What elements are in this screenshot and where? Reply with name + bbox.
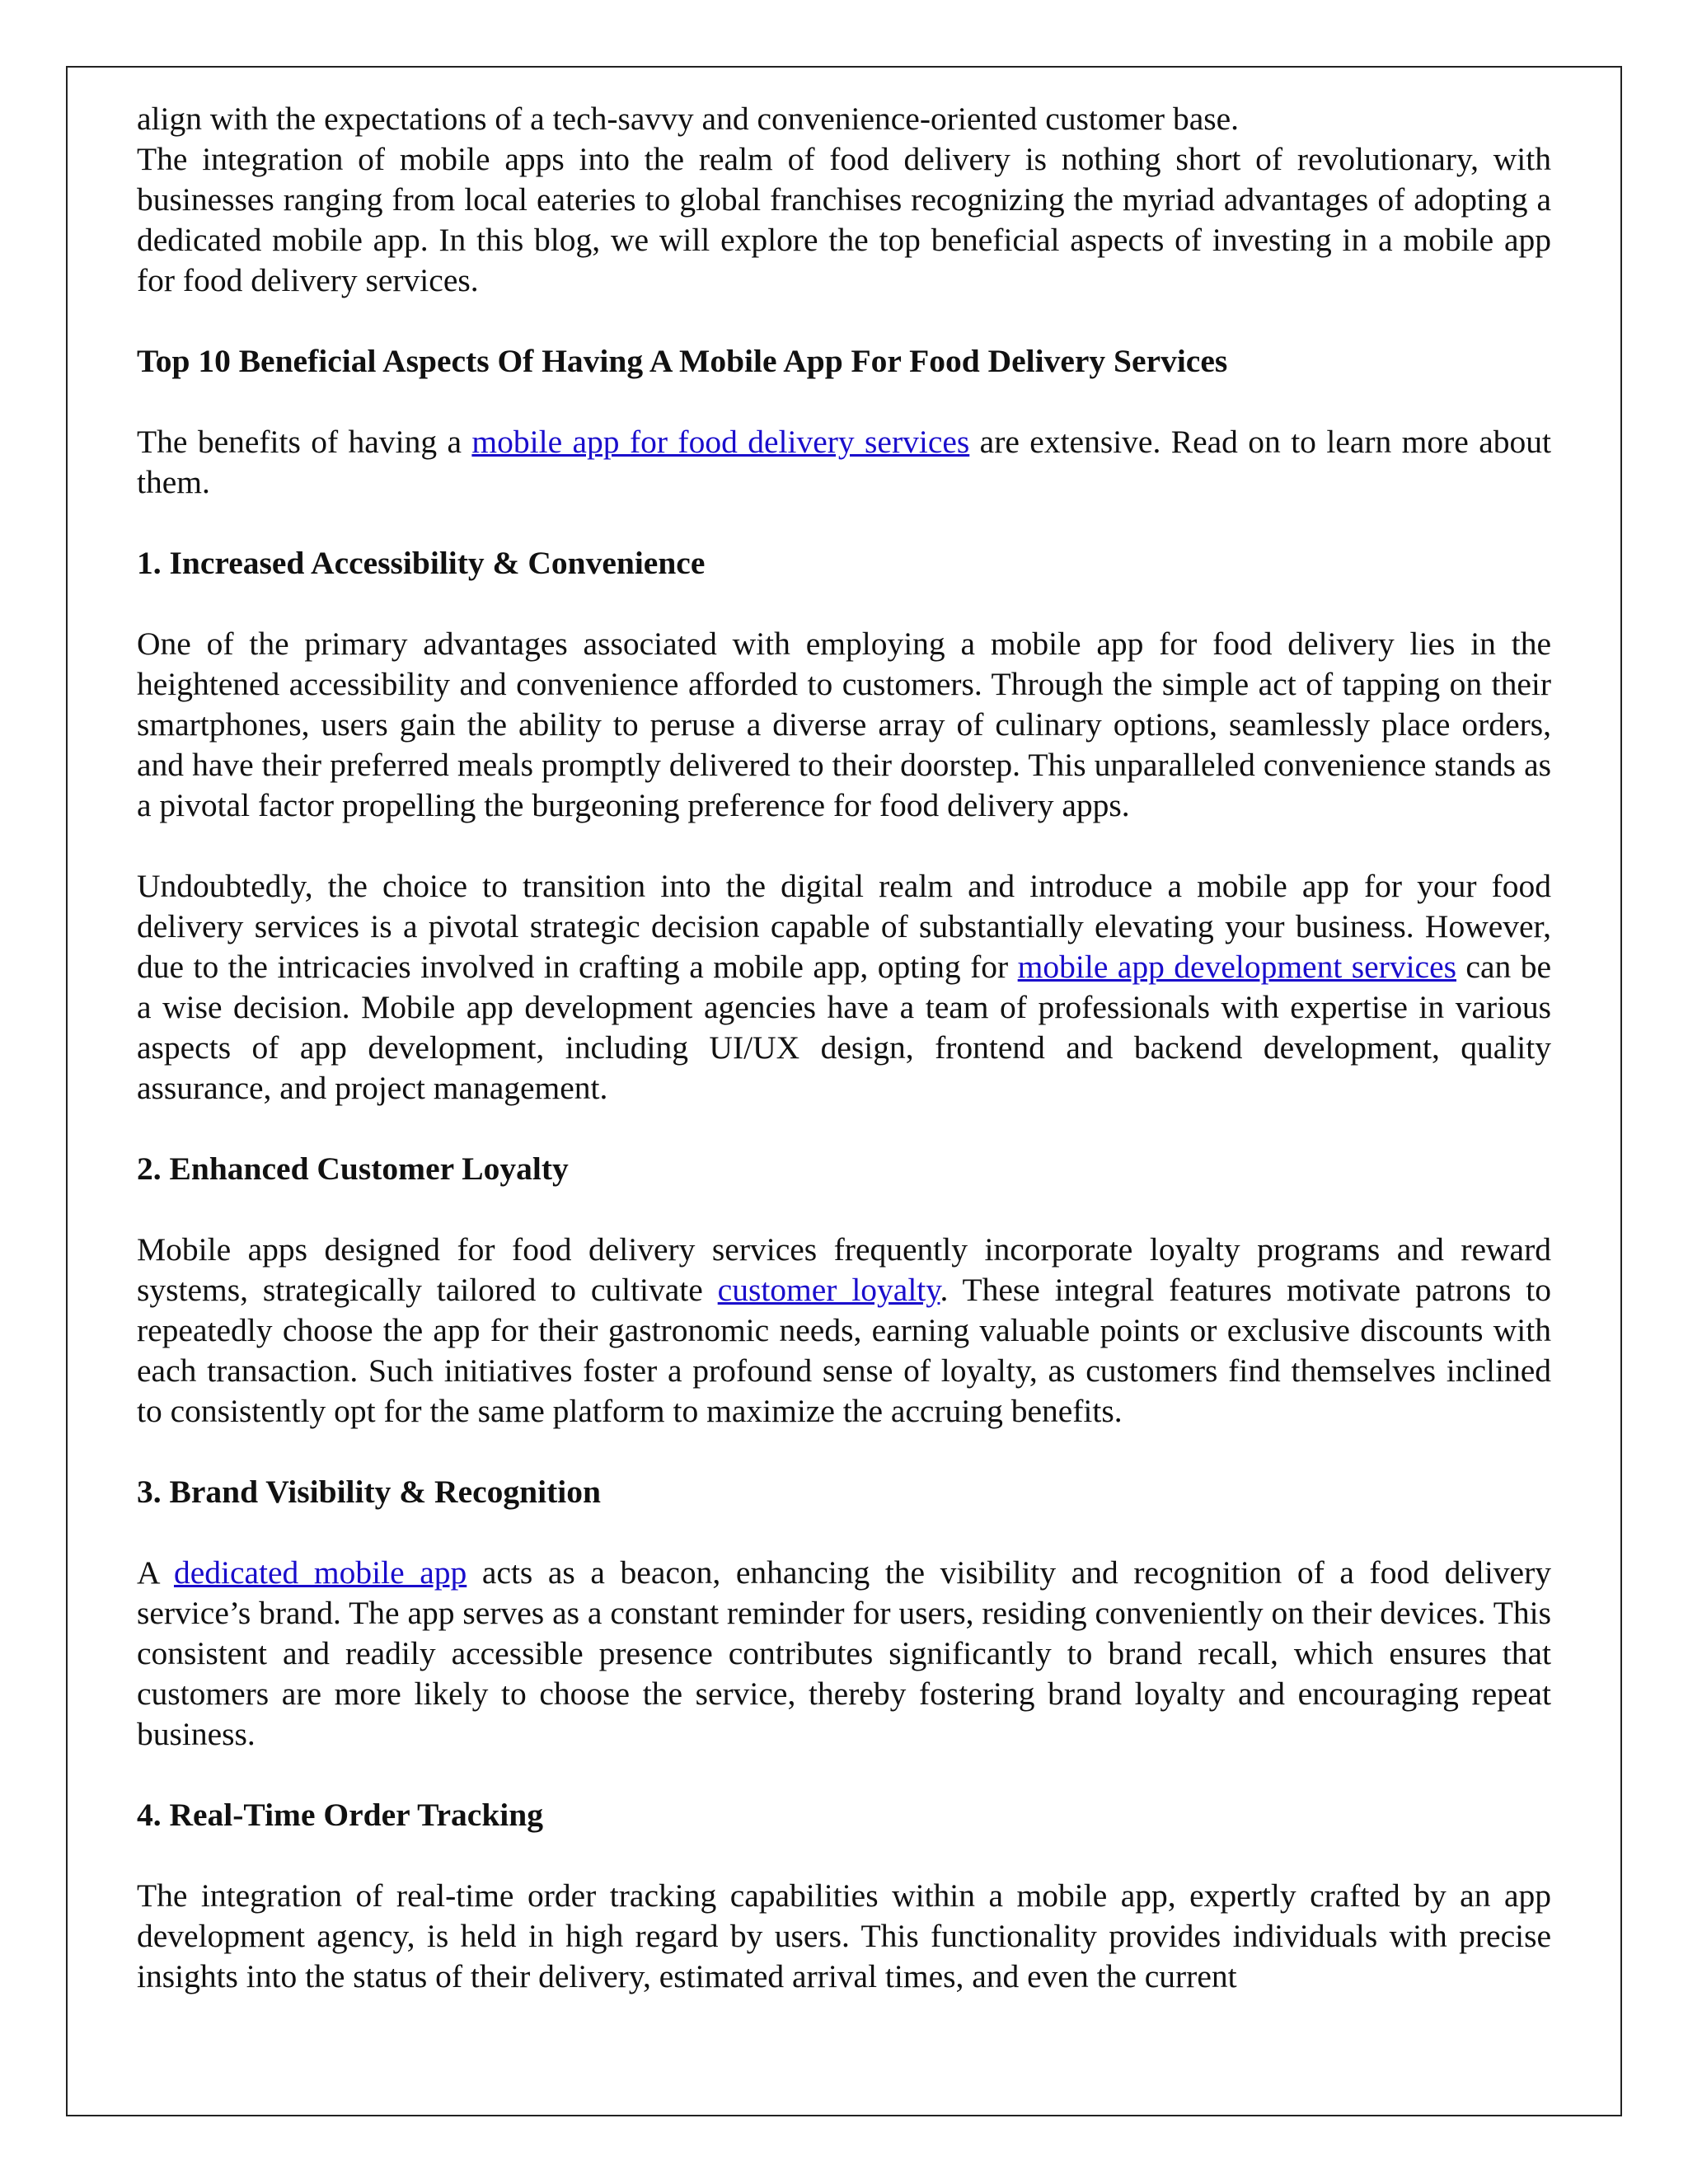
benefits-intro-text-end: are extensive. Read on to learn more about them. (137, 424, 1551, 500)
section-3-heading: 3. Brand Visibility & Recognition (137, 1474, 601, 1510)
section-2-paragraph (137, 1230, 1551, 1432)
intro-line: align with the expectations of a tech-savvy and convenience-oriented customer base. (137, 101, 1240, 137)
section-4-heading: 4. Real-Time Order Tracking (137, 1797, 543, 1833)
section-1-paragraph-2-text: Undoubtedly, the choice to transition into the digital realm and introduce a mobile app for your food delivery services is a pivotal strategic decision capable of substantially elevating your business. However, due to the intricacies involved in crafting a mobile app, opting for (137, 868, 1551, 985)
section-3-paragraph (137, 1553, 1551, 1755)
section-4-paragraph: The integration of real-time order tracking capabilities within a mobile app, expertly crafted by an app development agency, is held in high regard by users. This functionality provides individuals with precise insights into the status of their delivery, estimated arrival times, and even the current (137, 1877, 1551, 1994)
section-3-paragraph-text: A (137, 1554, 174, 1591)
section-2-paragraph-text: Mobile apps designed for food delivery services frequently incorporate loyalty programs and reward systems, strategically tailored to cultivate (137, 1231, 1551, 1308)
document-body (137, 99, 1551, 1997)
mobile-app-development-services-link[interactable]: mobile app development services (1017, 949, 1456, 985)
mobile-app-food-delivery-link[interactable]: mobile app for food delivery services (471, 424, 970, 460)
main-heading: Top 10 Beneficial Aspects Of Having A Mobile App For Food Delivery Services (137, 343, 1228, 379)
section-1-heading: 1. Increased Accessibility & Convenience (137, 545, 706, 581)
section-2-heading: 2. Enhanced Customer Loyalty (137, 1151, 569, 1187)
customer-loyalty-link[interactable]: customer loyalty (717, 1272, 940, 1308)
intro-paragraph: The integration of mobile apps into the realm of food delivery is nothing short of revolutionary, with businesses ranging from local eateries to global franchises recognizing the myriad advantages of adopting a dedicated mobile app. In this blog, we will explore the top beneficial aspects of investing in a mobile app for food delivery services. (137, 141, 1551, 298)
section-1-paragraph-2 (137, 866, 1551, 1108)
section-1-paragraph-2-text-end: can be a wise decision. Mobile app development agencies have a team of professionals with expertise in various aspects of app development, including UI/UX design, frontend and backend development, quality assurance, and project management. (137, 949, 1551, 1106)
benefits-intro-paragraph (137, 422, 1551, 503)
section-2-paragraph-text-end: . These integral features motivate patrons to repeatedly choose the app for their gastronomic needs, earning valuable points or exclusive discounts with each transaction. Such initiatives foster a profound sense of loyalty, as customers find themselves inclined to consistently opt for the same platform to maximize the accruing benefits. (137, 1272, 1551, 1429)
dedicated-mobile-app-link[interactable]: dedicated mobile app (173, 1554, 467, 1591)
benefits-intro-text: The benefits of having a (137, 424, 472, 460)
section-3-paragraph-text-end: acts as a beacon, enhancing the visibility and recognition of a food delivery service’s brand. The app serves as a constant reminder for users, residing conveniently on their devices. This consistent and readily accessible presence contributes significantly to brand recall, which ensures that customers are more likely to choose the service, thereby fostering brand loyalty and encouraging repeat business. (137, 1554, 1551, 1752)
section-1-paragraph-1: One of the primary advantages associated with employing a mobile app for food delivery lies in the heightened accessibility and convenience afforded to customers. Through the simple act of tapping on their smartphones, users gain the ability to peruse a diverse array of culinary options, seamlessly place orders, and have their preferred meals promptly delivered to their doorstep. This unparalleled convenience stands as a pivotal factor propelling the burgeoning preference for food delivery apps. (137, 626, 1551, 823)
